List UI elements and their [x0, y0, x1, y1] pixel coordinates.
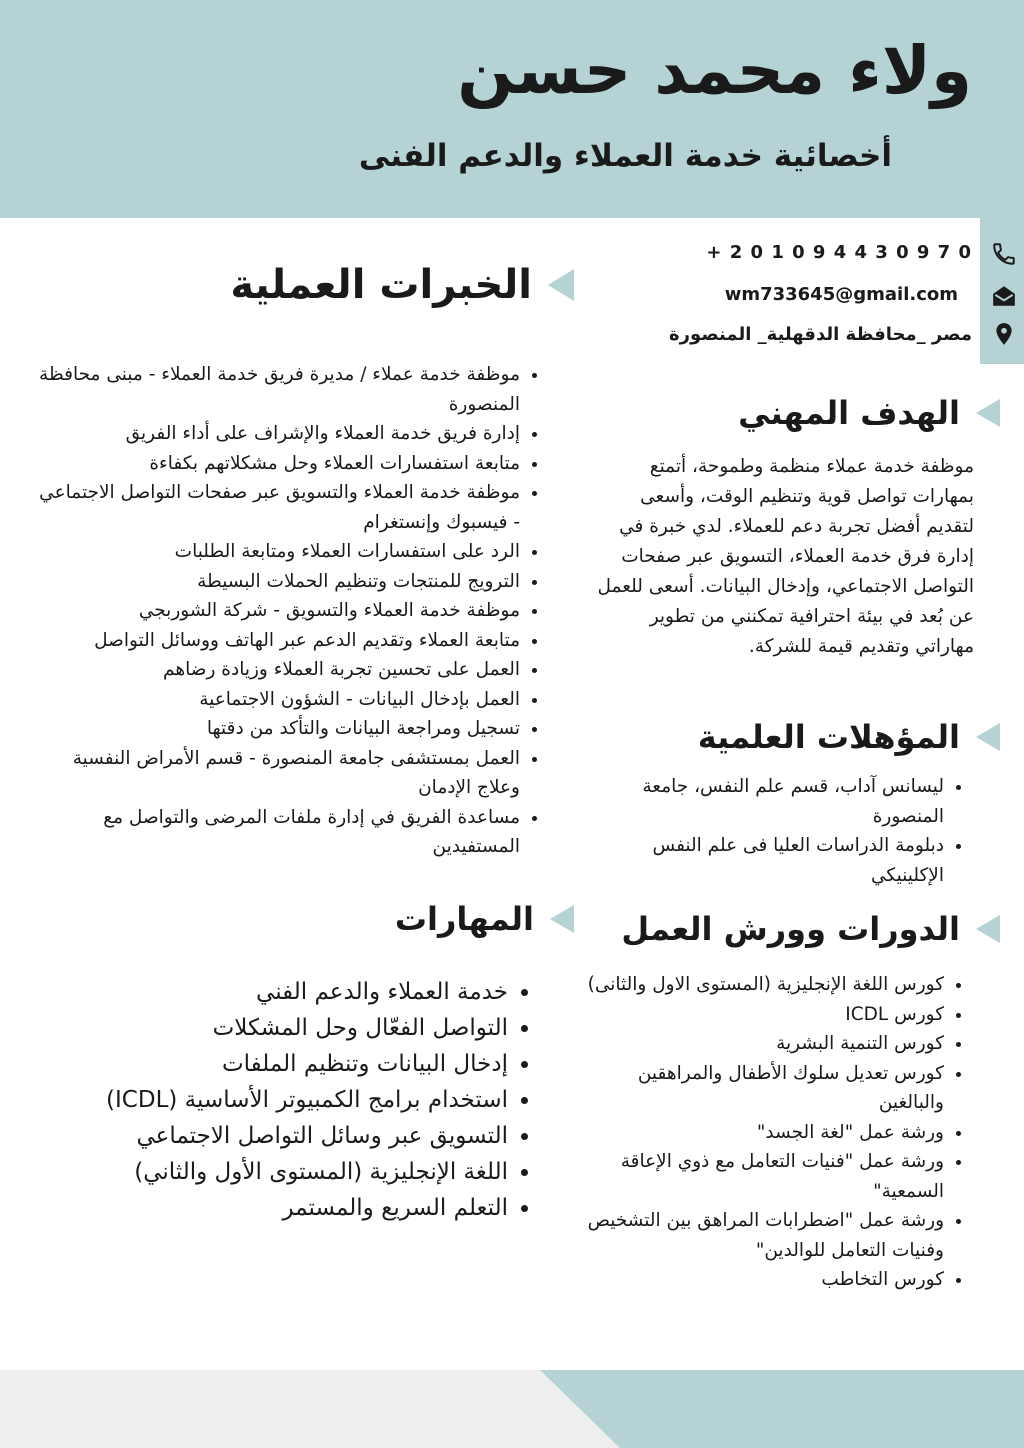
experience-item: • موظفة خدمة العملاء والتسويق عبر صفحات التواصل الاجتماعي - فيسبوك وإنستغرام	[37, 478, 520, 537]
courses-heading	[621, 910, 1000, 948]
heading-marker-icon	[976, 399, 1000, 427]
skill-item: • إدخال البيانات وتنظيم الملفات	[40, 1046, 508, 1082]
courses-list	[586, 970, 966, 1295]
email-address: wm733645@gmail.com	[724, 284, 958, 305]
course-item: • كورس ICDL	[586, 1000, 944, 1030]
envelope-icon	[991, 283, 1017, 309]
education-heading	[698, 718, 1000, 756]
course-item: • ورشة عمل "فنيات التعامل مع ذوي الإعاقة السمعية"	[586, 1147, 944, 1206]
education-item: • ليسانس آداب، قسم علم النفس، جامعة المنصورة	[606, 772, 944, 831]
courses-heading-text: الدورات وورش العمل	[621, 910, 960, 948]
experience-item: • العمل بمستشفى جامعة المنصورة - قسم الأمراض النفسية وعلاج الإدمان	[37, 744, 520, 803]
experience-item: • العمل بإدخال البيانات - الشؤون الاجتماعية	[37, 685, 520, 715]
objective-text: موظفة خدمة عملاء منظمة وطموحة، أتمتع بمهارات تواصل قوية وتنظيم الوقت، وأسعى لتقديم أفضل تجربة دعم للعملاء. لدي خبرة في إدارة فرق خدمة العملاء، التسويق عبر صفحات التواصل الاجتماعي، وإدخال البيانات. أسعى للعمل عن بُعد في بيئة احترافية تمكنني من تطوير مهاراتي وتقديم قيمة للشركة.	[597, 456, 974, 657]
course-item: • ورشة عمل "لغة الجسد"	[586, 1118, 944, 1148]
skill-item: • خدمة العملاء والدعم الفني	[40, 974, 508, 1010]
footer-accent-shape	[0, 1370, 1024, 1448]
header-banner	[0, 0, 1024, 218]
course-item: • كورس اللغة الإنجليزية (المستوى الاول والثانى)	[586, 970, 944, 1000]
heading-marker-icon	[548, 269, 574, 301]
phone-icon	[991, 241, 1017, 267]
course-item: • كورس التنمية البشرية	[586, 1029, 944, 1059]
heading-marker-icon	[976, 723, 1000, 751]
skills-list	[40, 974, 530, 1226]
objective-heading	[738, 394, 1000, 432]
candidate-name: ولاء محمد حسن	[457, 32, 972, 109]
experience-item: • موظفة خدمة عملاء / مديرة فريق خدمة العملاء - مبنى محافظة المنصورة	[37, 360, 520, 419]
objective-heading-text: الهدف المهني	[738, 394, 960, 432]
experience-item: • موظفة خدمة العملاء والتسويق - شركة الشوربجي	[37, 596, 520, 626]
experience-item: • العمل على تحسين تجربة العملاء وزيادة رضاهم	[37, 655, 520, 685]
address-text: مصر _محافظة الدقهلية_ المنصورة	[669, 324, 972, 345]
job-title: أخصائية خدمة العملاء والدعم الفنى	[358, 138, 892, 174]
heading-marker-icon	[550, 905, 574, 933]
experience-item: • الرد على استفسارات العملاء ومتابعة الطلبات	[37, 537, 520, 567]
education-heading-text: المؤهلات العلمية	[697, 718, 960, 756]
skills-heading	[395, 900, 574, 938]
experience-heading-text: الخبرات العملية	[230, 262, 532, 308]
location-pin-icon	[991, 321, 1017, 347]
experience-item: • متابعة العملاء وتقديم الدعم عبر الهاتف ووسائل التواصل	[37, 626, 520, 656]
experience-heading	[230, 262, 574, 308]
experience-item: • مساعدة الفريق في إدارة ملفات المرضى والتواصل مع المستفيدين	[37, 803, 520, 862]
skill-item: • اللغة الإنجليزية (المستوى الأول والثاني)	[40, 1154, 508, 1190]
experience-item: • الترويج للمنتجات وتنظيم الحملات البسيطة	[37, 567, 520, 597]
skill-item: • التعلم السريع والمستمر	[40, 1190, 508, 1226]
heading-marker-icon	[976, 915, 1000, 943]
education-item: • دبلومة الدراسات العليا فى علم النفس الإكلينيكي	[606, 831, 944, 890]
skills-heading-text: المهارات	[394, 900, 534, 938]
education-list	[606, 772, 966, 890]
phone-number: + 2 0 1 0 9 4 4 3 0 9 7 0	[706, 242, 972, 263]
skill-item: • التسويق عبر وسائل التواصل الاجتماعي	[40, 1118, 508, 1154]
skill-item: • استخدام برامج الكمبيوتر الأساسية (ICDL)	[40, 1082, 508, 1118]
experience-item: • إدارة فريق خدمة العملاء والإشراف على أداء الفريق	[37, 419, 520, 449]
course-item: • كورس تعديل سلوك الأطفال والمراهقين والبالغين	[586, 1059, 944, 1118]
experience-list	[37, 360, 542, 862]
course-item: • كورس التخاطب	[586, 1265, 944, 1295]
experience-item: • متابعة استفسارات العملاء وحل مشكلاتهم بكفاءة	[37, 449, 520, 479]
course-item: • ورشة عمل "اضطرابات المراهق بين التشخيص وفنيات التعامل للوالدين"	[586, 1206, 944, 1265]
skill-item: • التواصل الفعّال وحل المشكلات	[40, 1010, 508, 1046]
experience-item: • تسجيل ومراجعة البيانات والتأكد من دقتها	[37, 714, 520, 744]
